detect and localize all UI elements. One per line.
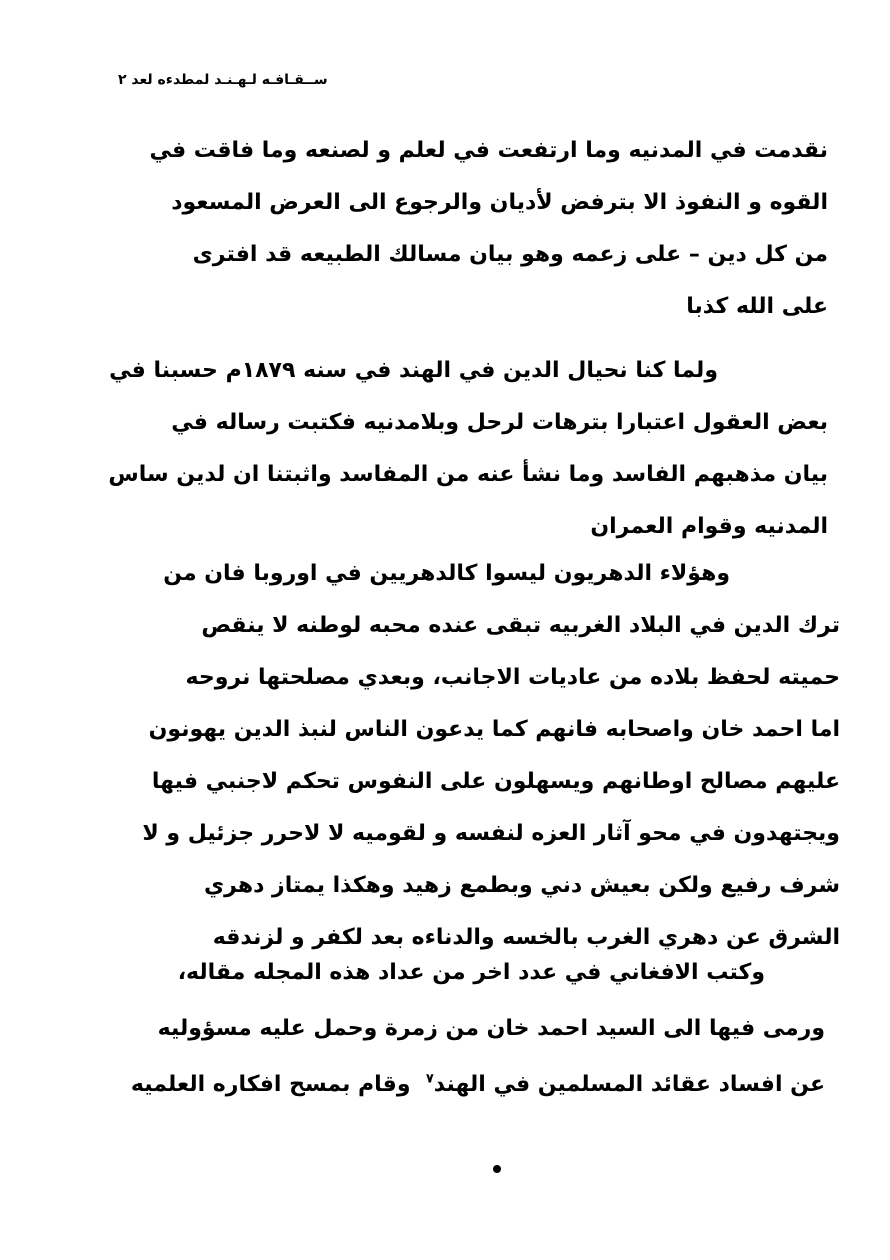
text-line: على الله كذبا	[686, 294, 828, 319]
text-line: بيان مذهبهم الفاسد وما نشأ عنه من المفاسد واثبتنا ان لدين ساس	[108, 462, 828, 487]
text-line: القوه و النفوذ الا بترفض لأديان والرجوع الى العرض المسعود	[171, 190, 828, 215]
text-line: الشرق عن دهري الغرب بالخسه والدناءه بعد لكفر و لزندقه	[212, 925, 840, 950]
text-segment: عن افساد عقائد المسلمين في الهند	[433, 1072, 825, 1097]
text-line: عليهم مصالح اوطانهم ويسهلون على النفوس تحكم لاجنبي فيها	[151, 769, 840, 794]
text-line: نقدمت في المدنيه وما ارتفعت في لعلم و لصنعه وما فاقت في	[149, 138, 828, 163]
text-line: ورمى فيها الى السيد احمد خان من زمرة وحمل عليه مسؤوليه	[157, 1016, 825, 1041]
text-line: ترك الدين في البلاد الغربيه تبقى عنده محبه لوطنه لا ينقص	[201, 613, 840, 638]
text-line: بعض العقول اعتبارا بترهات لرحل وبلامدنيه فكتبت رساله في	[171, 410, 828, 435]
text-line: حميته لحفظ بلاده من عاديات الاجانب، وبعدي مصلحتها نروحه	[185, 665, 840, 690]
text-line: اما احمد خان واصحابه فانهم كما يدعون الناس لنبذ الدين يهونون	[148, 717, 840, 742]
text-line: ويجتهدون في محو آثار العزه لنفسه و لقوميه لا لاحرر جزئيل و لا	[142, 821, 840, 846]
running-header: ســقـافـه لـهـنـد لمطدءه لعد ٢	[118, 72, 328, 88]
text-line: وهؤلاء الدهريون ليسوا كالدهريين في اوروبا فان من	[163, 561, 730, 586]
paragraph-3	[128, 548, 840, 964]
text-line-with-footnote	[110, 1057, 825, 1113]
page-number-dot	[493, 1165, 501, 1173]
footnote-marker[interactable]: ٧	[425, 1071, 434, 1087]
paragraph-4	[110, 945, 825, 1113]
text-line: ولما كنا نحيال الدين في الهند في سنه ١٨٧٩م حسبنا في	[109, 358, 718, 383]
paragraph-2	[108, 345, 828, 553]
paragraph-1	[128, 125, 828, 333]
text-line: المدنيه وقوام العمران	[590, 514, 828, 539]
text-line: شرف رفيع ولكن بعيش دني وبطمع زهيد وهكذا يمتاز دهري	[203, 873, 840, 898]
text-segment: وقام بمسح افكاره العلميه	[130, 1072, 411, 1097]
text-line: من كل دين – على زعمه وهو بيان مسالك الطبيعه قد افترى	[192, 242, 828, 267]
text-line: وكتب الافغاني في عدد اخر من عداد هذه المجله مقاله،	[177, 960, 765, 985]
